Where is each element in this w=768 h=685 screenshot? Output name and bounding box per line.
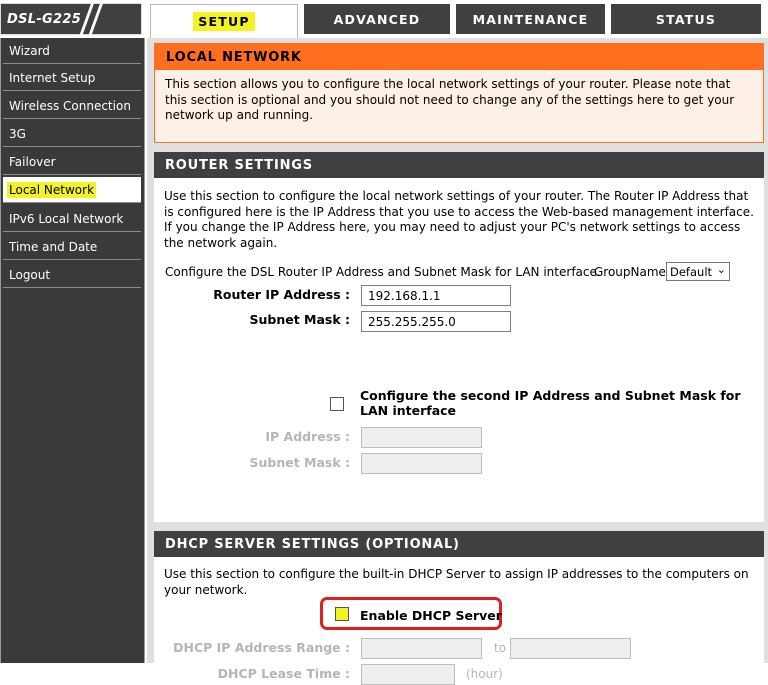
group-name-select[interactable]: Default ⌄ xyxy=(666,262,730,281)
router-settings-title: ROUTER SETTINGS xyxy=(154,152,764,178)
dhcp-lease-time-label: DHCP Lease Time : xyxy=(217,666,350,681)
second-ip-address-input[interactable] xyxy=(361,427,482,448)
sidebar-item-internet-setup[interactable]: Internet Setup xyxy=(3,65,141,91)
group-name-label: GroupName xyxy=(594,265,666,279)
sidebar-item-3g[interactable]: 3G xyxy=(3,121,141,147)
top-navigation-bar xyxy=(0,0,768,38)
sidebar-item-time-and-date[interactable]: Time and Date xyxy=(3,234,141,260)
dhcp-lease-unit: (hour) xyxy=(466,667,503,681)
dhcp-settings-title: DHCP SERVER SETTINGS (OPTIONAL) xyxy=(154,531,764,557)
main-content xyxy=(147,38,768,681)
second-subnet-mask-label: Subnet Mask : xyxy=(249,455,350,470)
configure-lan-text: Configure the DSL Router IP Address and Subnet Mask for LAN interface. xyxy=(165,265,601,279)
router-settings-description: Use this section to configure the local network settings of your router. The Router IP Address that is configured here is the IP Address that you use to access the Web-based management interface. If you change the IP Address here, you may need to adjust your PC's network settings to access the network again. xyxy=(164,189,754,250)
router-ip-label: Router IP Address : xyxy=(213,287,350,302)
sidebar-item-wireless-connection[interactable]: Wireless Connection xyxy=(3,93,141,119)
sidebar-item-failover[interactable]: Failover xyxy=(3,149,141,175)
subnet-mask-label: Subnet Mask : xyxy=(249,312,350,327)
local-network-panel xyxy=(154,43,764,143)
second-ip-label: Configure the second IP Address and Subnet Mask for LAN interface xyxy=(360,388,741,418)
model-name: DSL-G225 xyxy=(7,12,82,27)
dhcp-range-end-input[interactable] xyxy=(510,638,631,659)
sidebar-item-ipv6-local-network[interactable]: IPv6 Local Network xyxy=(3,206,141,232)
enable-dhcp-checkbox[interactable] xyxy=(335,607,349,621)
enable-dhcp-label: Enable DHCP Server xyxy=(360,608,502,623)
sidebar-item-logout[interactable]: Logout xyxy=(3,262,141,288)
dhcp-range-start-input[interactable] xyxy=(361,638,482,659)
second-subnet-mask-input[interactable] xyxy=(361,453,482,474)
tab-setup[interactable]: SETUP xyxy=(150,4,298,38)
router-ip-input[interactable]: 192.168.1.1 xyxy=(361,285,511,306)
sidebar-item-wizard[interactable]: Wizard xyxy=(3,38,141,64)
tab-maintenance[interactable]: MAINTENANCE xyxy=(456,4,605,34)
dhcp-range-to-label: to xyxy=(494,641,507,655)
second-ip-checkbox[interactable] xyxy=(330,397,344,411)
dhcp-settings-panel xyxy=(154,531,764,681)
dhcp-range-label: DHCP IP Address Range : xyxy=(173,640,350,655)
local-network-description: This section allows you to configure the local network settings of your router. Please note that this section is optional and you should not need to change any of the settings here to get your network up and running. xyxy=(155,70,763,142)
dhcp-description: Use this section to configure the built-in DHCP Server to assign IP addresses to the computers on your network. xyxy=(164,567,749,597)
dhcp-lease-time-input[interactable] xyxy=(361,664,455,685)
tab-advanced[interactable]: ADVANCED xyxy=(304,4,450,34)
subnet-mask-input[interactable]: 255.255.255.0 xyxy=(361,311,511,332)
sidebar xyxy=(0,38,145,663)
sidebar-item-local-network[interactable]: Local Network xyxy=(3,177,141,203)
product-logo xyxy=(0,3,142,35)
chevron-down-icon: ⌄ xyxy=(716,263,726,276)
local-network-title: LOCAL NETWORK xyxy=(155,44,763,70)
router-settings-panel xyxy=(154,152,764,522)
second-ip-address-label: IP Address : xyxy=(265,429,350,444)
tab-status[interactable]: STATUS xyxy=(611,4,761,34)
